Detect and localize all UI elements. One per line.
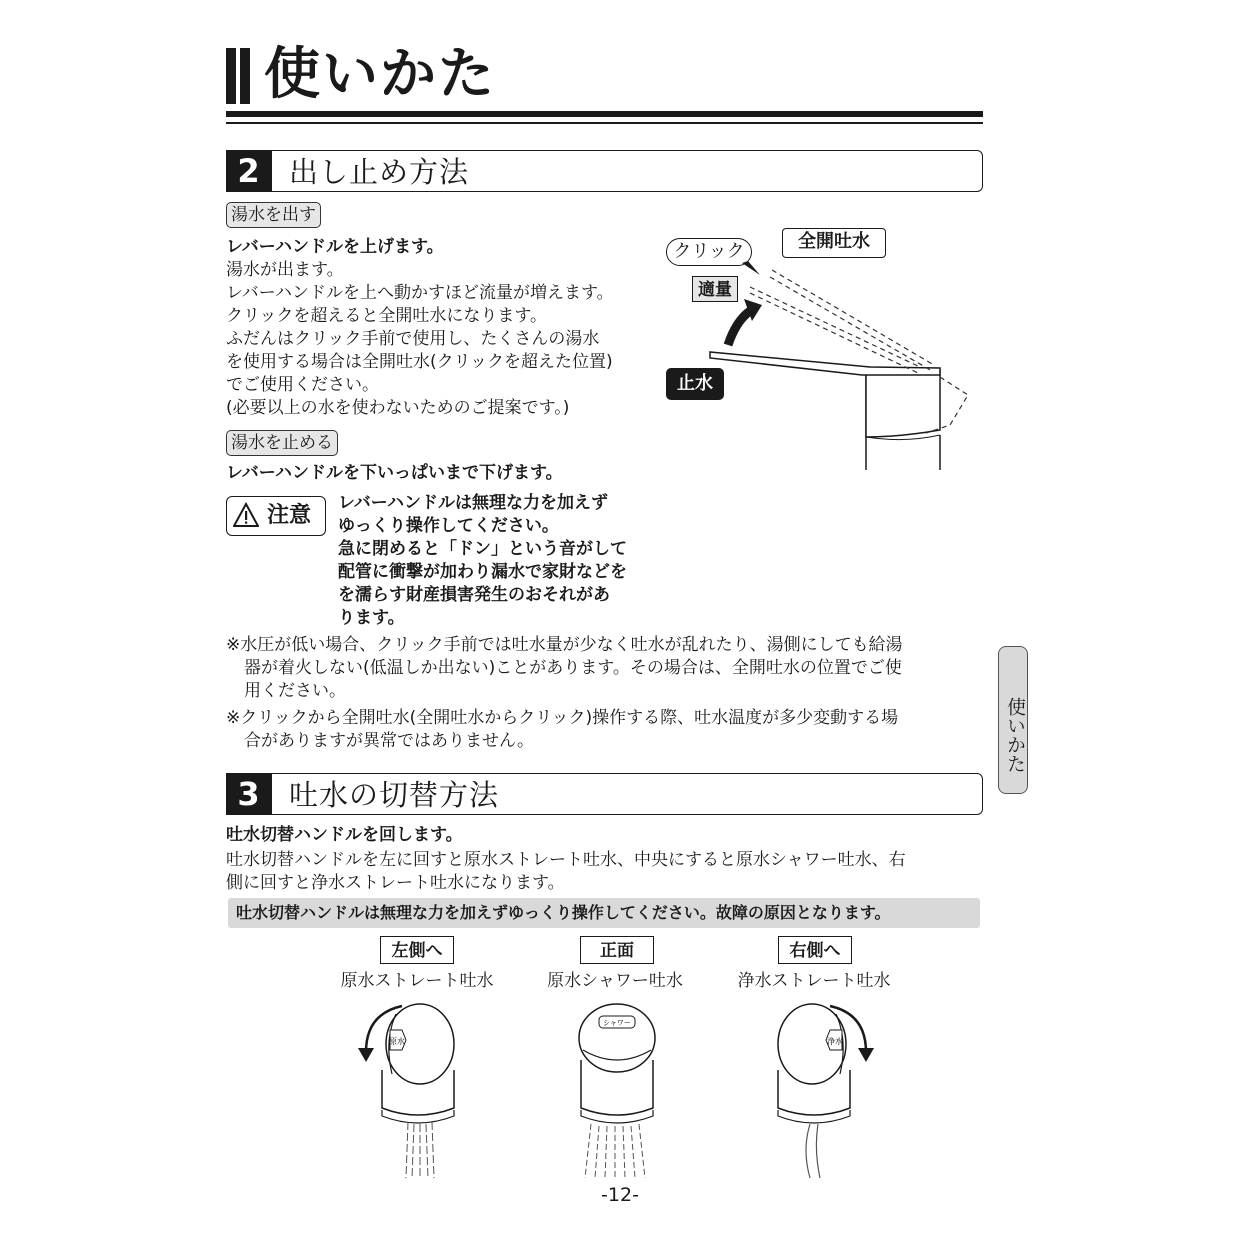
note-line: ※クリックから全開吐水(全開吐水からクリック)操作する際、吐水温度が多少変動する場 [226,708,899,728]
switch-body-line: 側に回すと浄水ストレート吐水になります。 [226,873,565,893]
caution-box [226,496,326,536]
open-lead: レバーハンドルを上げます。 [226,237,444,257]
switch-center-figure [555,1000,685,1180]
title-bars [226,48,250,104]
full-open-label: 全開吐水 [782,228,886,258]
stop-label: 止水 [666,368,724,400]
note-line: ※水圧が低い場合、クリック手前では吐水量が少なく吐水が乱れたり、湯側にしても給湯 [226,635,903,655]
open-line: 湯水が出ます。 [226,260,344,280]
open-line: ふだんはクリック手前で使用し、たくさんの湯水 [226,329,600,349]
close-lead: レバーハンドルを下いっぱいまで下げます。 [226,463,563,483]
section-title: 吐水の切替方法 [289,778,500,812]
note-line: 器が着火しない(低温しか出ない)ことがあります。その場合は、全開吐水の位置でご使 [244,658,902,678]
warning-icon [233,502,259,528]
side-tab: 使いかた [998,646,1028,794]
section-2-header [226,150,983,192]
caution-line: ります。 [338,608,405,628]
caution-line: を濡らす財産損害発生のおそれがあ [338,585,610,605]
note-line: 合がありますが異常ではありません。 [244,731,535,751]
mode-left-label: 原水ストレート吐水 [340,971,494,991]
open-line: (必要以上の水を使わないためのご提案です。) [226,398,570,418]
title-rule-thin [226,122,983,124]
open-line: クリックを超えると全開吐水になります。 [226,306,547,326]
note-line: 用ください。 [244,681,346,701]
switch-lead: 吐水切替ハンドルを回します。 [226,825,463,845]
section-number: 2 [226,150,272,192]
switch-warning: 吐水切替ハンドルは無理な力を加えずゆっくり操作してください。故障の原因となります。 [228,898,980,928]
switch-right-figure [750,1000,880,1180]
badge-shower: シャワー [603,1019,631,1027]
switch-body-line: 吐水切替ハンドルを左に回すと原水ストレート吐水、中央にすると原水シャワー吐水、右 [226,850,906,870]
page-number: -12- [601,1184,639,1206]
click-callout: クリック [666,238,752,266]
mode-right-label: 浄水ストレート吐水 [737,971,891,991]
moderate-label: 適量 [692,276,738,302]
tag-close-water: 湯水を止める [226,430,338,456]
tag-open-water: 湯水を出す [226,202,321,228]
open-line: を使用する場合は全開吐水(クリックを超えた位置) [226,352,613,372]
caution-label: 注意 [267,503,312,528]
direction-center-label: 正面 [580,936,654,964]
section-3-header [226,773,983,815]
direction-right-label: 右側へ [778,936,852,964]
open-line: レバーハンドルを上へ動かすほど流量が増えます。 [226,283,614,303]
badge-raw: 原水 [389,1037,405,1046]
caution-line: 急に閉めると「ドン」という音がして [338,539,627,559]
title-rule [226,111,983,117]
section-number: 3 [226,773,272,815]
open-line: でご使用ください。 [226,375,379,395]
section-title: 出し止め方法 [289,155,470,189]
page-title: 使いかた [264,42,496,107]
caution-line: ゆっくり操作してください。 [338,516,559,536]
switch-left-figure [340,1000,470,1180]
badge-filtered: 浄水 [827,1037,843,1046]
caution-line: レバーハンドルは無理な力を加えず [338,493,608,513]
mode-center-label: 原水シャワー吐水 [547,971,683,991]
caution-line: 配管に衝撃が加わり漏水で家財などを [338,562,627,582]
direction-left-label: 左側へ [380,936,454,964]
